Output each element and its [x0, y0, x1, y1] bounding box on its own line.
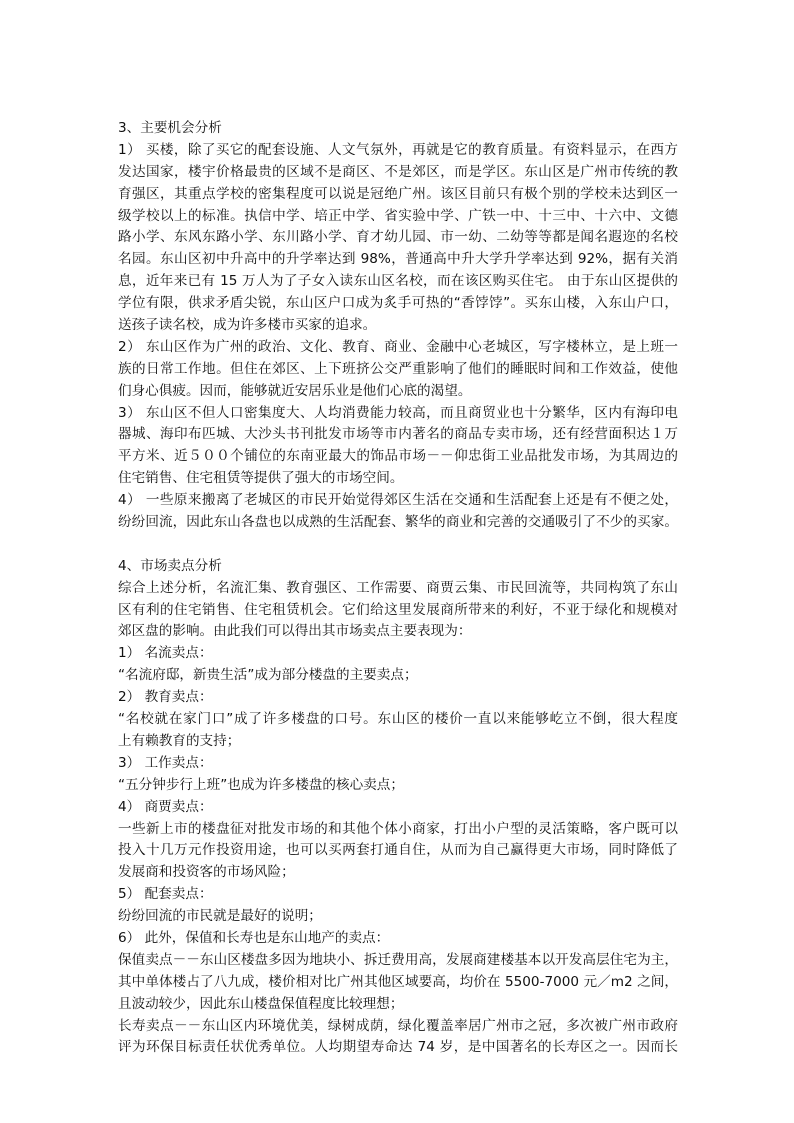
- text-line: 且波动较少，因此东山楼盘保值程度比较理想；: [118, 995, 404, 1012]
- text-line: 纷纷回流，因此东山各盘也以成熟的生活配套、繁华的商业和完善的交通吸引了不少的买家。: [118, 514, 678, 531]
- text-line: 纷纷回流的市民就是最好的说明；: [118, 908, 322, 925]
- text-line: 长寿卖点－－东山区内环境优美，绿树成荫，绿化覆盖率居广州市之冠，多次被广州市政府: [118, 1017, 678, 1034]
- text-line: 郊区盘的影响。由此我们可以得出其市场卖点主要表现为：: [118, 623, 472, 640]
- text-line: 投入十几万元作投资用途，也可以买两套打通自住，从而为自己赢得更大市场，同时降低了: [118, 842, 678, 859]
- text-line: 3、主要机会分析: [118, 120, 222, 136]
- text-line: 评为环保目标责任状优秀单位。人均期望寿命达 74 岁，是中国著名的长寿区之一。因而长: [118, 1039, 678, 1056]
- text-line: 发达国家，楼宇价格最贵的区域不是商区、不是郊区，而是学区。东山区是广州市传统的教: [118, 163, 678, 180]
- text-line: 1） 名流卖点：: [118, 645, 213, 662]
- text-line: 保值卖点－－东山区楼盘多因为地块小、拆迁费用高，发展商建楼基本以开发高层住宅为主，: [118, 951, 678, 968]
- text-line: 级学校以上的标准。执信中学、培正中学、省实验中学、广铁一中、十三中、十六中、文德: [118, 207, 678, 224]
- text-line: 综合上述分析，名流汇集、教育强区、工作需要、商贾云集、市民回流等，共同构筑了东山: [118, 579, 678, 596]
- text-line: 2） 教育卖点：: [118, 689, 213, 706]
- text-line: 2） 东山区作为广州的政治、文化、教育、商业、金融中心老城区，写字楼林立，是上班一: [118, 338, 678, 355]
- text-line: 一些新上市的楼盘征对批发市场的和其他个体小商家，打出小户型的灵活策略，客户既可以: [118, 820, 678, 837]
- text-line: 息，近年来已有 15 万人为了子女入读东山区名校，而在该区购买住宅。 由于东山区提供的: [118, 273, 678, 290]
- text-line: 4） 商贾卖点：: [118, 798, 213, 815]
- text-line: “名校就在家门口”成了许多楼盘的口号。东山区的楼价一直以来能够屹立不倒，很大程度: [118, 711, 678, 728]
- text-line: 3） 工作卖点：: [118, 754, 213, 771]
- text-line: 发展商和投资客的市场风险；: [118, 864, 295, 881]
- text-line: “五分钟步行上班”也成为许多楼盘的核心卖点；: [118, 776, 404, 793]
- text-line: 其中单体楼占了八九成，楼价相对比广州其他区域要高，均价在 5500-7000 元／m2 之间，: [118, 973, 678, 990]
- text-line: 们身心俱疲。因而，能够就近安居乐业是他们心底的渴望。: [118, 382, 472, 399]
- text-line: 学位有限，供求矛盾尖锐，东山区户口成为炙手可热的“香饽饽”。买东山楼，入东山户口，: [118, 295, 678, 312]
- text-line: 4） 一些原来搬离了老城区的市民开始觉得郊区生活在交通和生活配套上还是有不便之处，: [118, 492, 678, 509]
- blank-line: [118, 534, 678, 556]
- text-line: 区有利的住宅销售、住宅租赁机会。它们给这里发展商所带来的利好，不亚于绿化和规模对: [118, 601, 678, 618]
- text-line: 上有赖教育的支持；: [118, 732, 241, 749]
- text-line: 5） 配套卖点：: [118, 886, 213, 903]
- text-line: 住宅销售、住宅租赁等提供了强大的市场空间。: [118, 470, 404, 487]
- text-line: 名园。东山区初中升高中的升学率达到 98%，普通高中升大学升学率达到 92%，据有关消: [118, 251, 678, 268]
- text-line: 族的日常工作地。但住在郊区、上下班挤公交严重影响了他们的睡眠时间和工作效益，使他: [118, 360, 678, 377]
- text-line: 4、市场卖点分析: [118, 557, 222, 574]
- text-line: 器城、海印布匹城、大沙头书刊批发市场等市内著名的商品专卖市场，还有经营面积达１万: [118, 426, 678, 443]
- text-line: 路小学、东风东路小学、东川路小学、育才幼儿园、市一幼、二幼等等都是闻名遐迩的名校: [118, 229, 678, 246]
- text-line: 育强区，其重点学校的密集程度可以说是冠绝广州。该区目前只有极个别的学校未达到区一: [118, 185, 678, 202]
- text-line: 3） 东山区不但人口密集度大、人均消费能力较高，而且商贸业也十分繁华，区内有海印电: [118, 404, 678, 421]
- document-body: [118, 118, 678, 1059]
- text-line: 平方米、近５００个铺位的东南亚最大的饰品市场－－仰忠街工业品批发市场，为其周边的: [118, 448, 678, 465]
- text-line: 6） 此外，保值和长寿也是东山地产的卖点：: [118, 929, 390, 946]
- text-line: 1） 买楼，除了买它的配套设施、人文气氛外，再就是它的教育质量。有资料显示，在西方: [118, 141, 678, 158]
- text-line: “名流府邸，新贵生活”成为部分楼盘的主要卖点；: [118, 667, 418, 684]
- text-line: 送孩子读名校，成为许多楼市买家的追求。: [118, 317, 377, 334]
